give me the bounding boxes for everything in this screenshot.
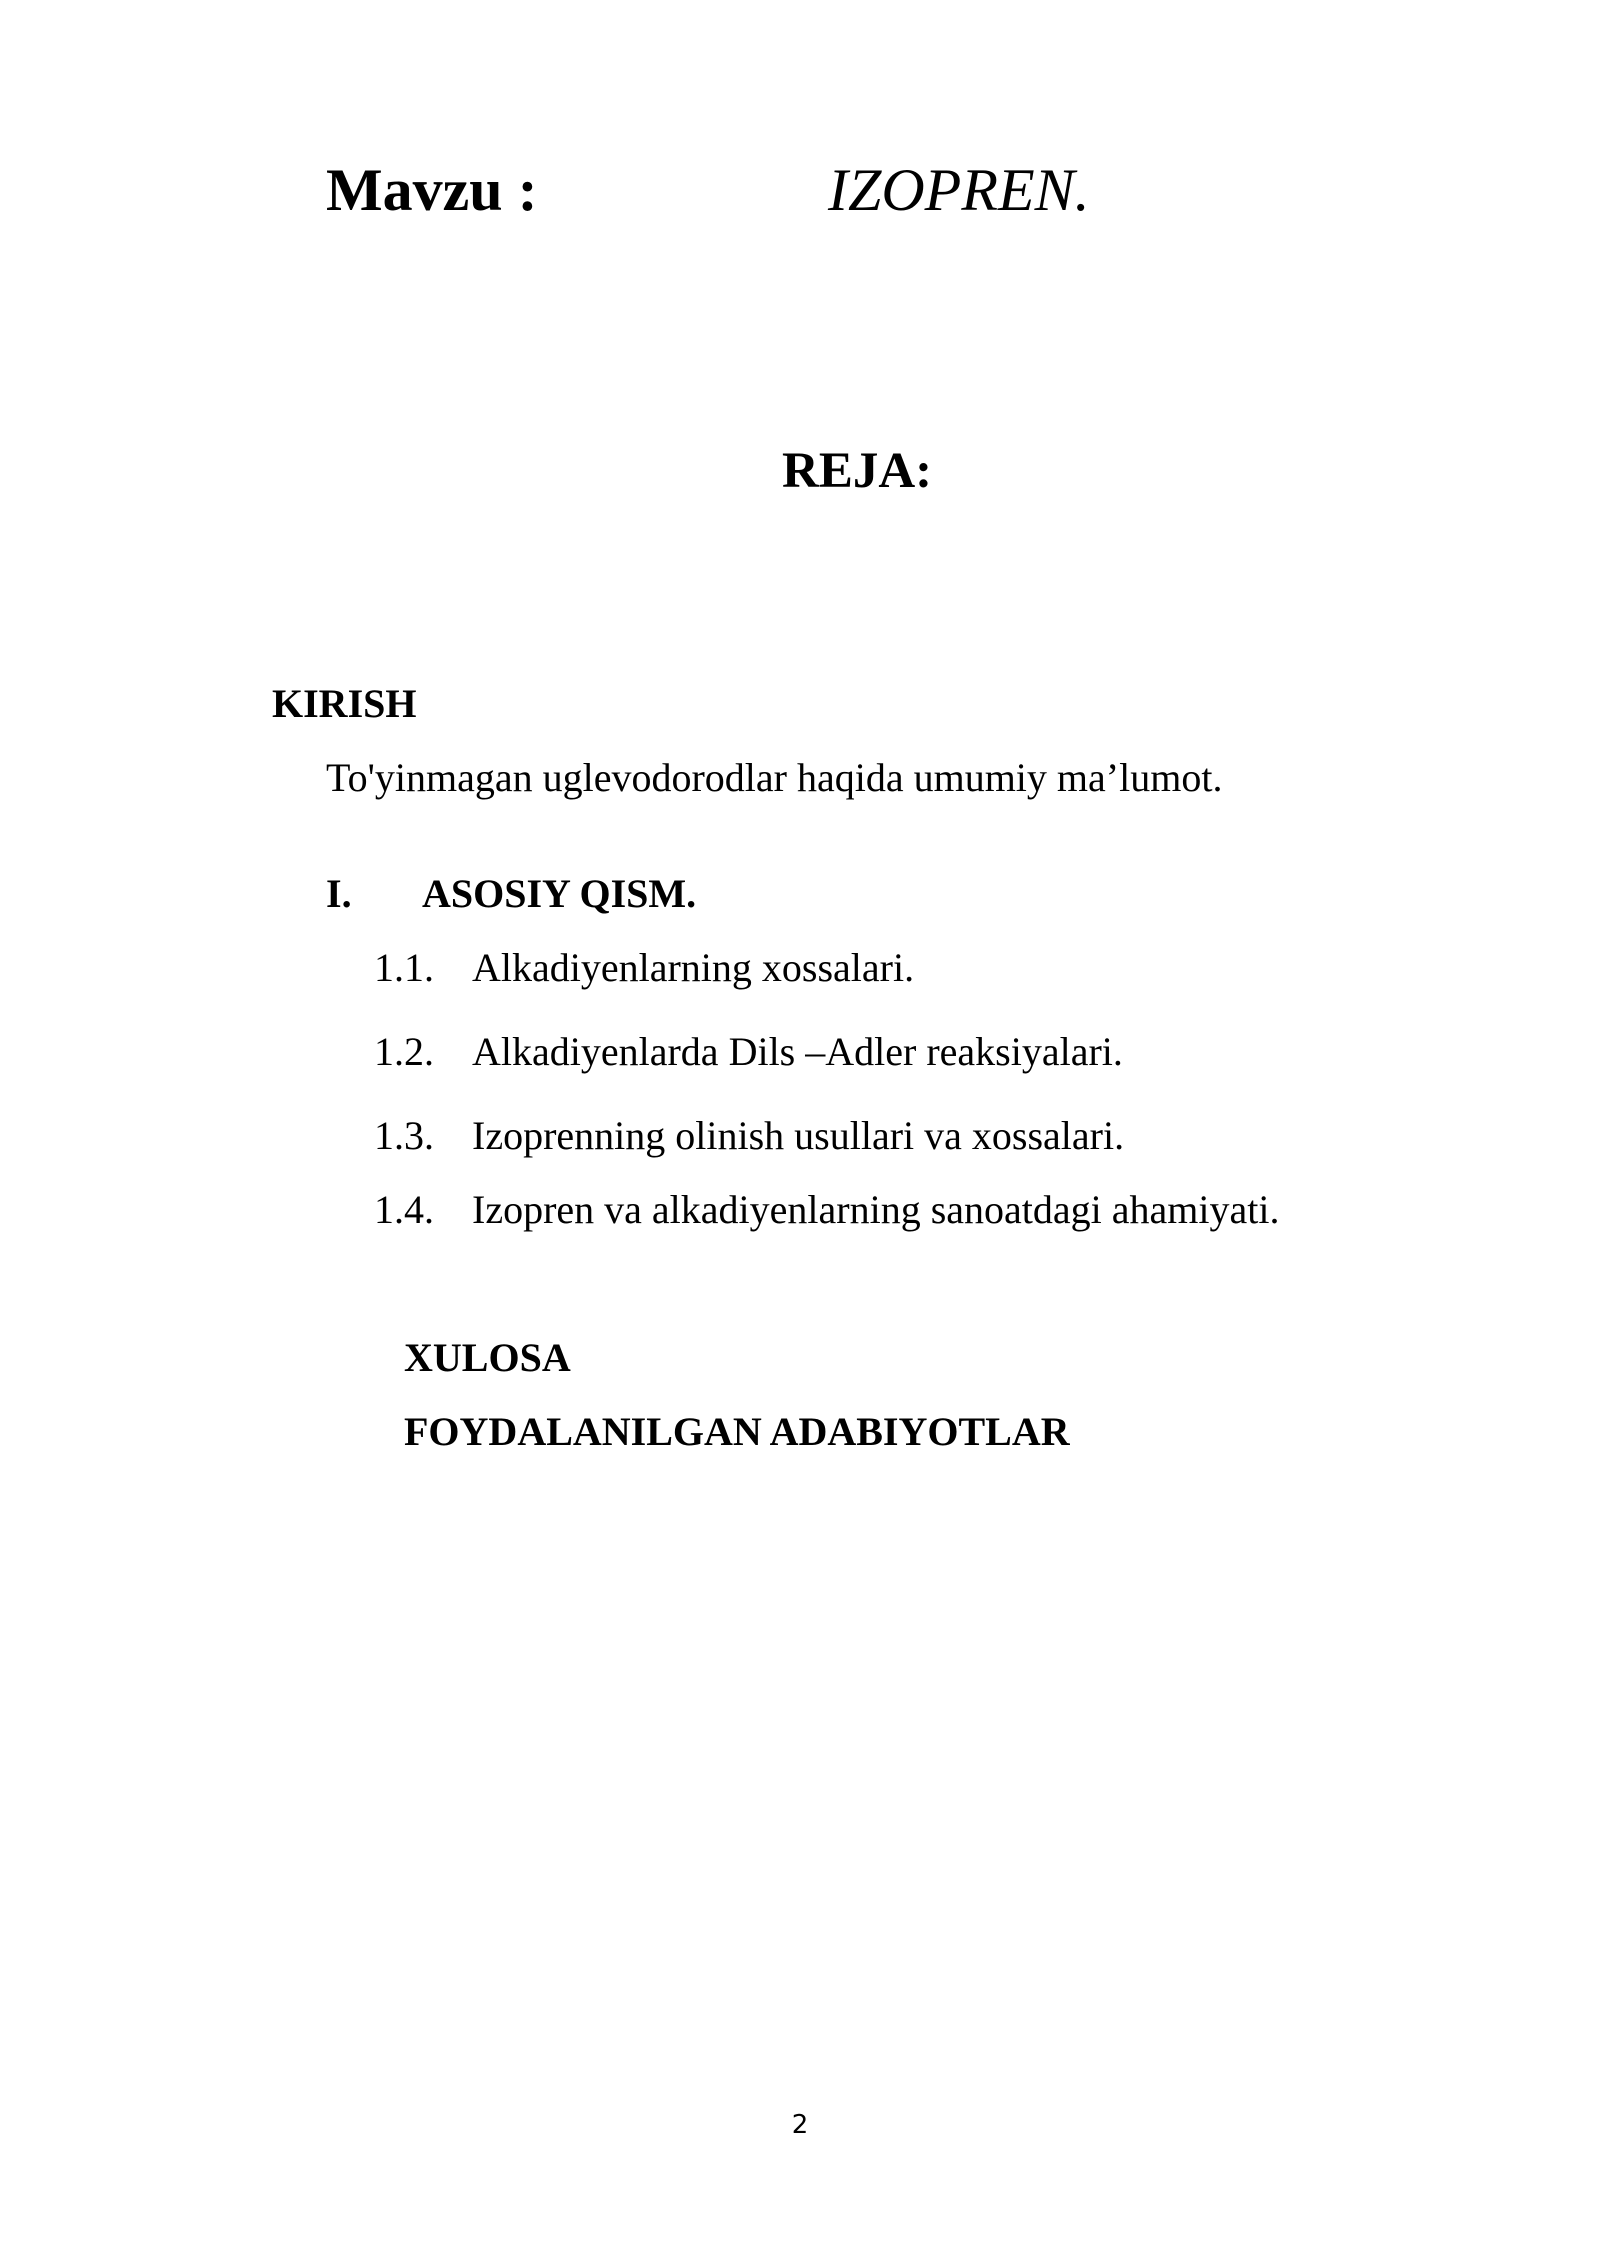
conclusion-heading: XULOSA	[404, 1335, 571, 1380]
list-item-number: 1.4.	[374, 1187, 434, 1232]
list-item-text: Izoprenning olinish usullari va xossalari.	[472, 1113, 1125, 1158]
main-section-number: I.	[326, 871, 352, 916]
list-item-text: Alkadiyenlarning xossalari.	[472, 945, 915, 990]
list-item-text: Alkadiyenlarda Dils –Adler reaksiyalari.	[472, 1029, 1123, 1074]
list-item-text: Izopren va alkadiyenlarning sanoatdagi ahamiyati.	[472, 1187, 1280, 1232]
intro-heading: KIRISH	[272, 681, 417, 726]
plan-heading: REJA:	[782, 443, 933, 499]
references-heading: FOYDALANILGAN ADABIYOTLAR	[404, 1409, 1070, 1454]
page-number: 2	[791, 2110, 809, 2140]
topic-title: IZOPREN.	[828, 157, 1090, 223]
list-item-number: 1.3.	[374, 1113, 434, 1158]
topic-label: Mavzu :	[326, 157, 538, 223]
list-item-number: 1.1.	[374, 945, 434, 990]
list-item-number: 1.2.	[374, 1029, 434, 1074]
main-section-title: ASOSIY QISM.	[422, 871, 697, 916]
intro-text: To'yinmagan uglevodorodlar haqida umumiy ma’lumot.	[326, 755, 1223, 800]
